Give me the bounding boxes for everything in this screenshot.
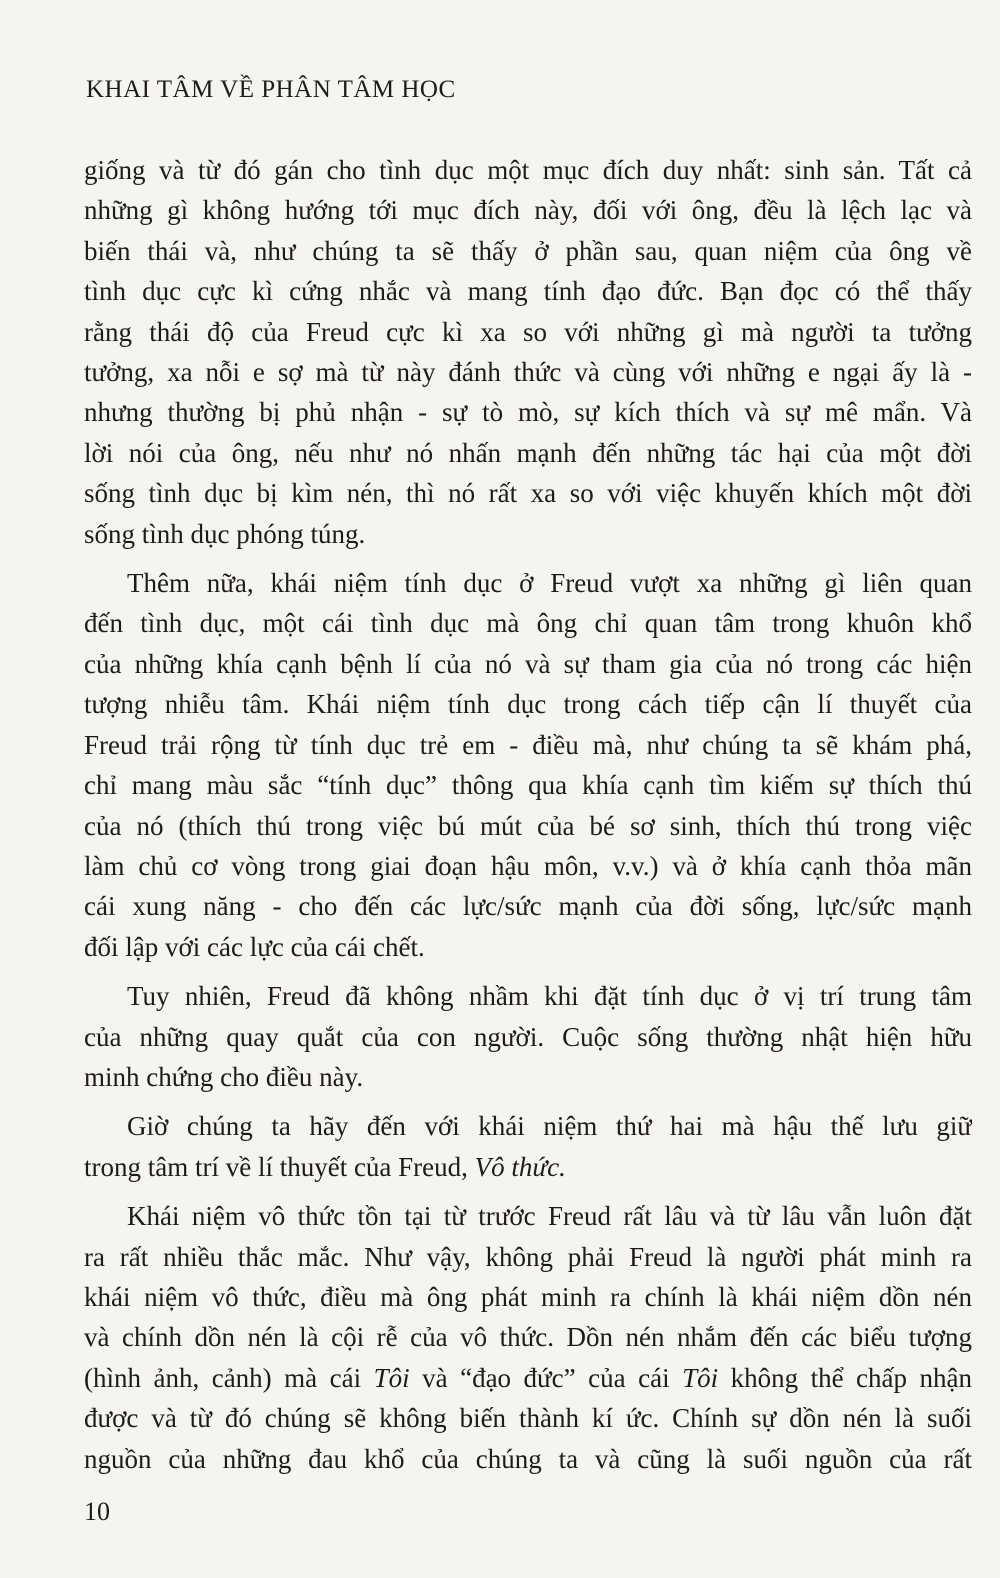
text-line: Thêm nữa, khái niệm tính dục ở Freud vượt xa những gì liên quan (127, 568, 972, 599)
text-line: nhưng thường bị phủ nhận - sự tò mò, sự kích thích và sự mê mẩn. Và (84, 397, 972, 428)
paragraph-4 (84, 1106, 972, 1187)
text-run: không thể chấp nhận (718, 1362, 972, 1393)
text-line: giống và từ đó gán cho tình dục một mục đích duy nhất: sinh sản. Tất cả (84, 155, 972, 185)
text-line: làm chủ cơ vòng trong giai đoạn hậu môn, v.v.) và ở khía cạnh thỏa mãn (84, 850, 972, 881)
italic-term: Tôi (682, 1362, 719, 1393)
text-line (84, 1147, 972, 1187)
running-header: KHAI TÂM VỀ PHÂN TÂM HỌC (86, 76, 456, 103)
text-line: sống tình dục bị kìm nén, thì nó rất xa so với việc khuyến khích một đời (84, 478, 972, 509)
text-line: biến thái và, như chúng ta sẽ thấy ở phần sau, quan niệm của ông về (84, 235, 972, 266)
text-line: những gì không hướng tới mục đích này, đối với ông, đều là lệch lạc và (84, 195, 972, 226)
text-line: Khái niệm vô thức tồn tại từ trước Freud rất lâu và từ lâu vẫn luôn đặt (127, 1201, 972, 1232)
text-line: chỉ mang màu sắc “tính dục” thông qua khía cạnh tìm kiếm sự thích thú (84, 770, 972, 801)
text-line: cái xung năng - cho đến các lực/sức mạnh của đời sống, lực/sức mạnh (84, 891, 972, 922)
page-number: 10 (84, 1497, 110, 1526)
paragraph-3 (84, 976, 972, 1097)
text-line: Giờ chúng ta hãy đến với khái niệm thứ hai mà hậu thế lưu giữ (127, 1111, 972, 1142)
text-line: của những khía cạnh bệnh lí của nó và sự tham gia của nó trong các hiện (84, 648, 972, 679)
text-line: và chính dồn nén là cội rễ của vô thức. Dồn nén nhắm đến các biểu tượng (84, 1322, 972, 1353)
text-run: và “đạo đức” của cái (409, 1362, 683, 1393)
text-line: ra rất nhiều thắc mắc. Như vậy, không phải Freud là người phát minh ra (84, 1241, 972, 1272)
text-line: Freud trải rộng từ tính dục trẻ em - điều mà, như chúng ta sẽ khám phá, (84, 729, 972, 760)
text-run: trong tâm trí về lí thuyết của Freud, (84, 1151, 475, 1182)
paragraph-2 (84, 563, 972, 967)
text-line: rằng thái độ của Freud cực kì xa so với những gì mà người ta tưởng (84, 316, 972, 347)
italic-term: Vô thức. (474, 1151, 566, 1182)
text-line: đến tình dục, một cái tình dục mà ông chỉ quan tâm trong khuôn khổ (84, 608, 972, 639)
text-line: tình dục cực kì cứng nhắc và mang tính đạo đức. Bạn đọc có thể thấy (84, 276, 972, 307)
text-line: khái niệm vô thức, điều mà ông phát minh ra chính là khái niệm dồn nén (84, 1281, 972, 1312)
italic-term: Tôi (373, 1362, 410, 1393)
text-line: tưởng, xa nỗi e sợ mà từ này đánh thức và cùng với những e ngại ấy là - (84, 357, 972, 388)
text-line: nguồn của những đau khổ của chúng ta và cũng là suối nguồn của rất (84, 1443, 972, 1474)
text-line: của nó (thích thú trong việc bú mút của bé sơ sinh, thích thú trong việc (84, 810, 972, 841)
text-line: được và từ đó chúng sẽ không biến thành kí ức. Chính sự dồn nén là suối (84, 1403, 972, 1434)
paragraph-1 (84, 150, 972, 554)
text-line: tượng nhiễu tâm. Khái niệm tính dục trong cách tiếp cận lí thuyết của (84, 689, 972, 720)
text-line: minh chứng cho điều này. (84, 1061, 364, 1092)
text-line: lời nói của ông, nếu như nó nhấn mạnh đến những tác hại của một đời (84, 437, 972, 468)
body-text (84, 150, 972, 1488)
text-run: (hình ảnh, cảnh) mà cái (84, 1362, 374, 1393)
paragraph-5 (84, 1196, 972, 1479)
text-line: của những quay quắt của con người. Cuộc sống thường nhật hiện hữu (84, 1021, 972, 1052)
text-line: đối lập với các lực của cái chết. (84, 931, 425, 962)
text-line: sống tình dục phóng túng. (84, 518, 366, 549)
text-line (84, 1358, 972, 1398)
text-line: Tuy nhiên, Freud đã không nhầm khi đặt tính dục ở vị trí trung tâm (127, 981, 972, 1012)
